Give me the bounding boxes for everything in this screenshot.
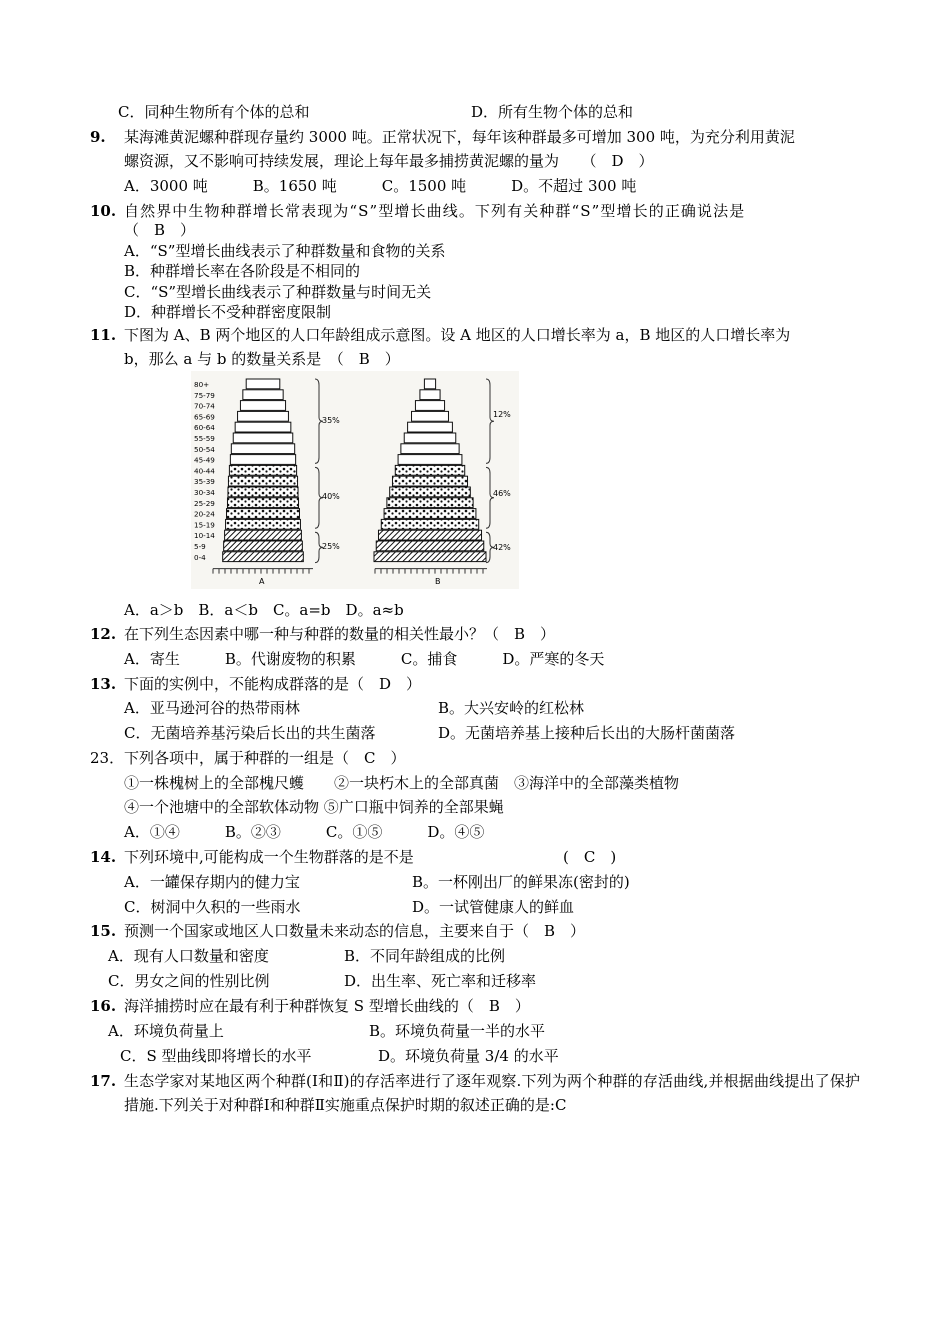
pyramid-b-age-bar (408, 422, 453, 432)
age-group-label: 55-59 (194, 434, 215, 443)
pyramid-a-age-bar (223, 552, 304, 562)
age-group-label: 35-39 (194, 477, 215, 487)
pyramid-a-age-bar (230, 455, 295, 465)
pyramid-a-age-bar (226, 519, 301, 529)
q17-stem: 生态学家对某地区两个种群(Ⅰ和Ⅱ)的存活率进行了逐年观察.下列为两个种群的存活曲线,并根据曲线提出了保护措施.下列关于对种群Ⅰ和种群Ⅱ实施重点保护时期的叙述正确的是:C (124, 1072, 860, 1114)
pyramid-a-age-bar (228, 476, 297, 486)
pyramid-b-pct-old: 12% (493, 410, 511, 419)
pyramid-b-age-bar (395, 465, 464, 475)
q12-options: A．寄生 B。代谢废物的积累 C。捕食 D。严寒的冬天 (124, 650, 605, 668)
q10-option-b: B．种群增长率在各阶段是不相同的 (124, 262, 361, 280)
q23-items-line2: ④一个池塘中的全部软体动物 ⑤广口瓶中饲养的全部果蝇 (124, 798, 504, 816)
pyramid-a-age-bar (225, 530, 302, 540)
pyramid-a-age-bar (228, 487, 298, 497)
pyramid-b-age-bar (390, 487, 471, 497)
q12-number: 12. (90, 625, 117, 643)
q13-option-c: C．无菌培养基污染后长出的共生菌落 (124, 724, 376, 742)
q10-option-d: D．种群增长不受种群密度限制 (124, 303, 332, 321)
age-group-label: 45-49 (194, 455, 215, 465)
age-group-label: 0-4 (194, 552, 206, 562)
pyramid-b-age-bar (404, 433, 456, 443)
q11-stem-line1: 下图为 A、B 两个地区的人口年龄组成示意图。设 A 地区的人口增长率为 a，B 地区的人口增长率为 (124, 326, 791, 344)
age-group-label: 70-74 (194, 401, 215, 411)
q8-option-d: D．所有生物个体的总和 (471, 103, 634, 121)
pyramid-a-pct-mid: 40% (322, 492, 340, 501)
q15-option-c: C．男女之间的性别比例 (108, 972, 270, 990)
q10-stem-line2: （ B ） (124, 221, 196, 239)
q14-number: 14. (90, 848, 117, 866)
q15-number: 15. (90, 922, 117, 940)
age-pyramid-figure (191, 371, 519, 589)
q11-options: A．a＞b B．a＜b C。a=b D。a≈b (124, 601, 404, 619)
q9-number: 9. (90, 128, 106, 146)
q14-option-c: C．树洞中久积的一些雨水 (124, 898, 301, 916)
pyramid-b-age-bar (376, 541, 484, 551)
q14-answer: ( C ) (563, 848, 617, 866)
pyramid-a-age-bar (229, 465, 296, 475)
q13-option-d: D。无菌培养基上接种后长出的大肠杆菌菌落 (438, 724, 736, 742)
q16-stem: 海洋捕捞时应在最有利于种群恢复 S 型增长曲线的（ B ） (124, 997, 530, 1015)
q10-number: 10. (90, 202, 117, 220)
pyramid-b-age-bar (424, 379, 435, 389)
q8-option-c: C．同种生物所有个体的总和 (118, 103, 310, 121)
q14-option-b: B。一杯刚出厂的鲜果冻(密封的) (412, 873, 630, 891)
age-group-label: 25-29 (194, 498, 215, 508)
age-group-label: 30-34 (194, 488, 215, 497)
pyramid-a-age-bar (243, 390, 283, 400)
age-pyramid-svg (191, 371, 519, 589)
pyramid-a-age-bar (231, 444, 294, 454)
q11-stem-line2: b，那么 a 与 b 的数量关系是 （ B ） (124, 350, 400, 368)
q23-number: 23． (90, 749, 125, 767)
q9-options: A．3000 吨 B。1650 吨 C。1500 吨 D。不超过 300 吨 (124, 177, 637, 195)
q16-option-b: B。环境负荷量一半的水平 (369, 1022, 546, 1040)
pyramid-a-label: A (259, 577, 265, 586)
pyramid-a-age-bar (240, 401, 285, 411)
pyramid-b-pct-young: 42% (493, 543, 511, 552)
q17-number: 17. (90, 1072, 117, 1090)
pyramid-a-pct-old: 35% (322, 416, 340, 425)
q23-items-line1: ①一株槐树上的全部槐尺蠖 ②一块朽木上的全部真菌 ③海洋中的全部藻类植物 (124, 774, 680, 792)
pyramid-b-age-bar (420, 390, 440, 400)
q10-stem-line1: 自然界中生物种群增长常表现为“S”型增长曲线。下列有关种群“S”型增长的正确说法是 (124, 202, 746, 220)
q9-stem-line1: 某海滩黄泥螺种群现存量约 3000 吨。正常状况下，每年该种群最多可增加 300 吨，为充分利用黄泥 (124, 128, 795, 146)
age-group-label: 5-9 (194, 542, 206, 551)
pyramid-a-age-bar (233, 433, 293, 443)
pyramid-b-age-bar (412, 411, 449, 421)
age-group-label: 80+ (194, 380, 210, 389)
q16-option-c: C．S 型曲线即将增长的水平 (120, 1047, 312, 1065)
age-group-label: 20-24 (194, 509, 215, 519)
q13-option-b: B。大兴安岭的红松林 (438, 699, 585, 717)
q15-option-d: D．出生率、死亡率和迁移率 (344, 972, 537, 990)
pyramid-b-brace-old (486, 379, 494, 463)
q15-option-a: A．现有人口数量和密度 (108, 947, 269, 965)
pyramid-b-age-bar (384, 509, 476, 519)
age-group-label: 10-14 (194, 531, 215, 541)
q16-option-a: A．环境负荷量上 (108, 1022, 224, 1040)
pyramid-b-age-bar (415, 401, 444, 411)
pyramid-b-label: B (435, 577, 441, 586)
pyramid-b-pct-mid: 46% (493, 489, 511, 498)
age-group-label: 15-19 (194, 520, 215, 530)
pyramid-a-age-bar (227, 498, 298, 508)
pyramid-a-age-bar (246, 379, 280, 389)
q10-option-a: A．“S”型增长曲线表示了种群数量和食物的关系 (124, 242, 446, 260)
age-group-label: 75-79 (194, 390, 215, 400)
q11-number: 11. (90, 326, 117, 344)
q12-stem: 在下列生态因素中哪一种与种群的数量的相关性最小？（ B ） (124, 625, 556, 643)
q13-option-a: A．亚马逊河谷的热带雨林 (124, 699, 300, 717)
pyramid-a-age-bar (235, 422, 291, 432)
pyramid-b-age-bar (387, 498, 473, 508)
age-group-label: 40-44 (194, 466, 215, 476)
q16-number: 16. (90, 997, 117, 1015)
pyramid-a-age-bar (227, 509, 300, 519)
q9-stem-line2: 螺资源，又不影响可持续发展，理论上每年最多捕捞黄泥螺的量为 （ D ） (124, 152, 654, 170)
age-group-label: 60-64 (194, 423, 215, 433)
pyramid-a-pct-young: 25% (322, 542, 340, 551)
q10-option-c: C．“S”型增长曲线表示了种群数量与时间无关 (124, 283, 432, 301)
pyramid-b-age-bar (378, 530, 481, 540)
q14-stem: 下列环境中,可能构成一个生物群落的是不是 (124, 848, 414, 866)
pyramid-b-age-bar (381, 519, 478, 529)
pyramid-a-age-bar (238, 411, 289, 421)
q23-options: A．①④ B。②③ C。①⑤ D。④⑤ (124, 823, 485, 841)
pyramid-b-age-bar (374, 552, 486, 562)
q14-option-d: D。一试管健康人的鲜血 (412, 898, 575, 916)
q16-option-d: D。环境负荷量 3/4 的水平 (378, 1047, 559, 1065)
pyramid-b-age-bar (398, 455, 462, 465)
q13-number: 13. (90, 675, 117, 693)
age-group-label: 65-69 (194, 412, 215, 422)
pyramid-b-age-bar (392, 476, 467, 486)
q15-option-b: B．不同年龄组成的比例 (344, 947, 506, 965)
q15-stem: 预测一个国家或地区人口数量未来动态的信息，主要来自于（ B ） (124, 922, 586, 940)
age-group-label: 50-54 (194, 444, 215, 454)
q13-stem: 下面的实例中，不能构成群落的是（ D ） (124, 675, 422, 693)
q14-option-a: A．一罐保存期内的健力宝 (124, 873, 300, 891)
pyramid-a-age-bar (224, 541, 303, 551)
q23-stem: 下列各项中，属于种群的一组是（ C ） (124, 749, 406, 767)
pyramid-b-age-bar (401, 444, 459, 454)
